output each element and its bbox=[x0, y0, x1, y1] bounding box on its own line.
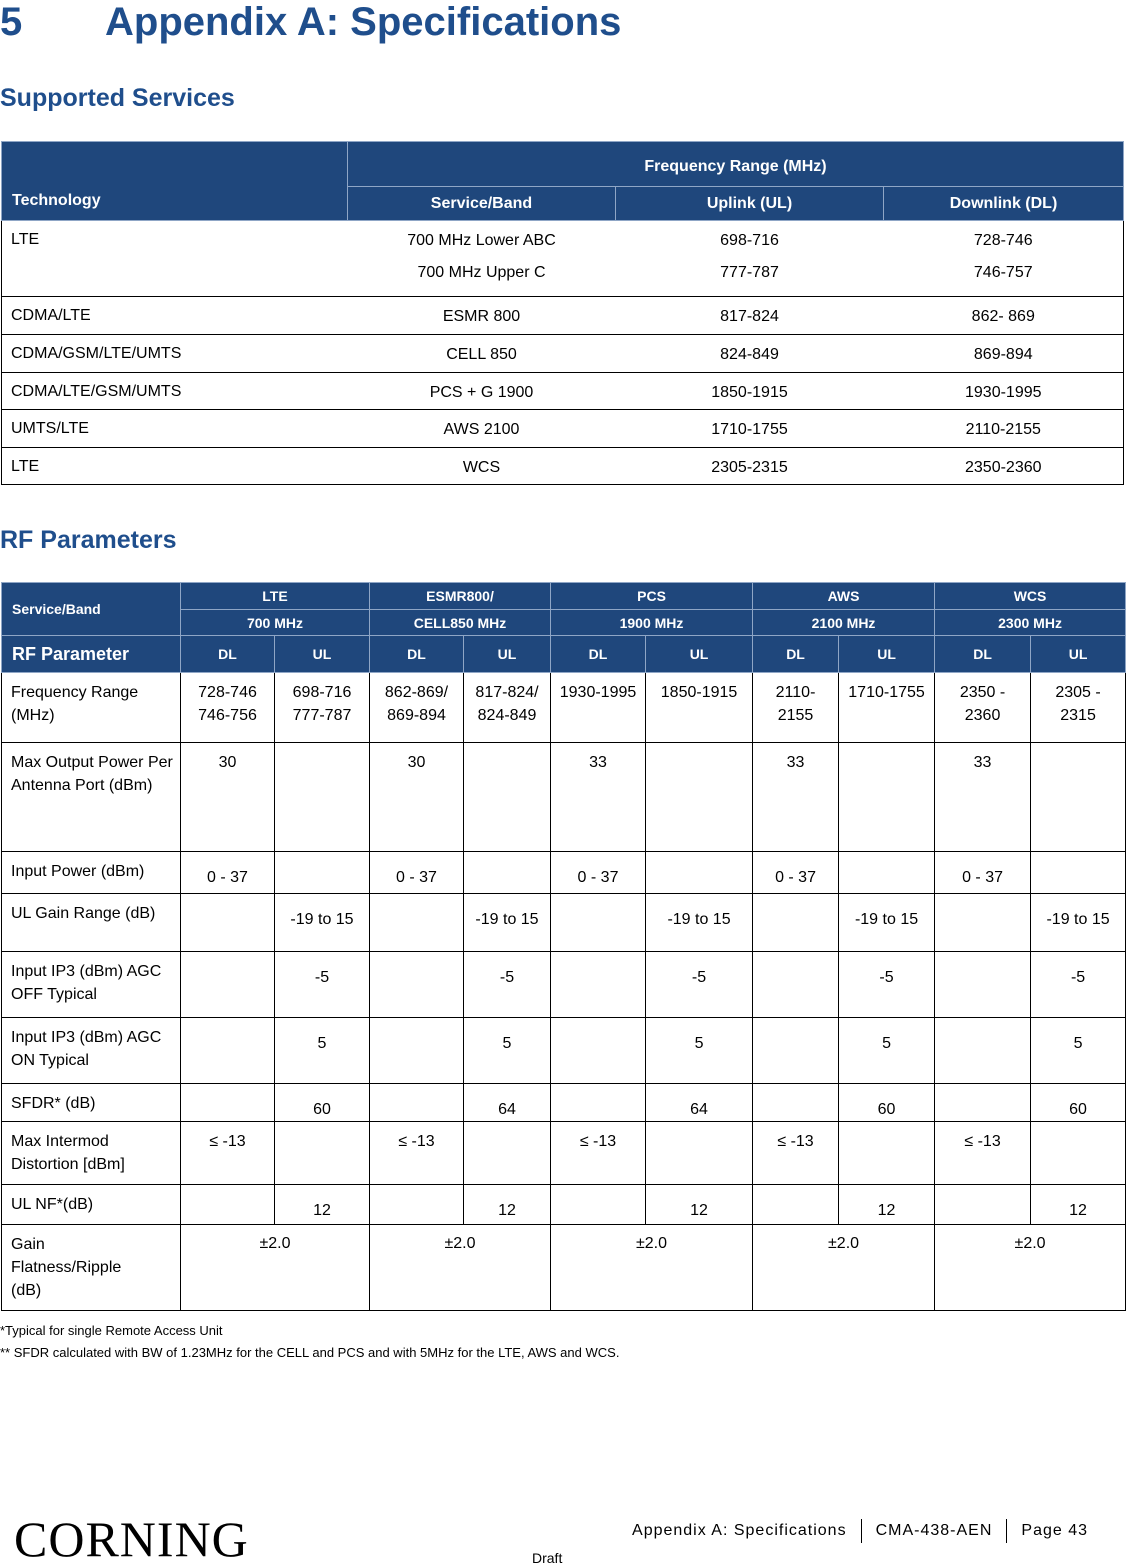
rf-value-cell bbox=[753, 1018, 839, 1084]
service-row bbox=[2, 373, 1124, 410]
rf-row-label: Gain Flatness/Ripple (dB) bbox=[2, 1225, 181, 1311]
service-ul-line: 698-716 bbox=[720, 232, 779, 249]
rf-value-cell: ≤ -13 bbox=[370, 1122, 464, 1185]
rf-value-cell bbox=[753, 1084, 839, 1122]
service-band-cell bbox=[348, 410, 616, 448]
rf-value-cell: -19 to 15 bbox=[275, 894, 370, 952]
service-band-cell bbox=[348, 335, 616, 373]
band-pcs-sub: 1900 MHz bbox=[551, 610, 753, 636]
rf-value-cell: 33 bbox=[753, 743, 839, 852]
rf-value-cell bbox=[935, 1185, 1031, 1225]
rf-value-cell: 5 bbox=[839, 1018, 935, 1084]
rf-value-cell: 12 bbox=[646, 1185, 753, 1225]
service-ul-line: 1850-1915 bbox=[711, 384, 788, 401]
service-band-cell bbox=[348, 373, 616, 410]
rf-value-cell bbox=[181, 952, 275, 1018]
rf-value-cell: 33 bbox=[935, 743, 1031, 852]
rf-value-cell bbox=[1031, 1122, 1126, 1185]
rf-value-cell bbox=[753, 894, 839, 952]
rf-value-cell bbox=[551, 1185, 646, 1225]
rf-value-cell bbox=[275, 743, 370, 852]
rf-value-cell: -5 bbox=[1031, 952, 1126, 1018]
service-ul-cell bbox=[616, 448, 884, 485]
rf-value-cell bbox=[181, 1084, 275, 1122]
rf-value-cell: 5 bbox=[275, 1018, 370, 1084]
service-tech-cell: LTE bbox=[2, 448, 348, 485]
rf-row-label: Max Intermod Distortion [dBm] bbox=[2, 1122, 181, 1185]
rf-value-cell: 0 - 37 bbox=[551, 852, 646, 894]
rf-value-cell: -19 to 15 bbox=[839, 894, 935, 952]
band-wcs-sub: 2300 MHz bbox=[935, 610, 1126, 636]
rf-value-cell bbox=[839, 1122, 935, 1185]
rf-parameters-body bbox=[2, 673, 1126, 1311]
band-lte-name: LTE bbox=[181, 583, 370, 610]
footer-page-number: Page 43 bbox=[1021, 1522, 1088, 1540]
rf-row bbox=[2, 1084, 1126, 1122]
header-uplink: Uplink (UL) bbox=[616, 187, 884, 221]
service-dl-line: 746-757 bbox=[973, 264, 1033, 281]
rf-value-cell: 0 - 37 bbox=[181, 852, 275, 894]
chapter-title: Appendix A: Specifications bbox=[105, 0, 622, 44]
rf-value-cell: 12 bbox=[1031, 1185, 1126, 1225]
rf-row bbox=[2, 673, 1126, 743]
rf-value-cell: 5 bbox=[646, 1018, 753, 1084]
footer-section: Appendix A: Specifications bbox=[632, 1522, 847, 1540]
service-ul-cell bbox=[616, 335, 884, 373]
rf-row bbox=[2, 1122, 1126, 1185]
rf-value-cell bbox=[1031, 852, 1126, 894]
rf-value-cell bbox=[181, 1185, 275, 1225]
rf-value-cell bbox=[551, 894, 646, 952]
rf-value-cell: 0 - 37 bbox=[753, 852, 839, 894]
service-band-line: 700 MHz Upper C bbox=[417, 264, 546, 281]
rf-value-cell bbox=[275, 1122, 370, 1185]
rf-value-cell bbox=[839, 852, 935, 894]
dl-header: DL bbox=[370, 636, 464, 673]
rf-value-cell: 862-869/ 869-894 bbox=[370, 673, 464, 743]
service-dl-line: 869-894 bbox=[973, 346, 1033, 363]
rf-value-cell bbox=[181, 1018, 275, 1084]
header-service-band: Service/Band bbox=[2, 583, 181, 636]
rf-value-cell: ≤ -13 bbox=[551, 1122, 646, 1185]
footnote-sfdr: ** SFDR calculated with BW of 1.23MHz for the CELL and PCS and with 5MHz for the LTE, AWS and WCS. bbox=[0, 1345, 620, 1360]
service-band-cell bbox=[348, 448, 616, 485]
rf-value-cell bbox=[464, 1122, 551, 1185]
rf-value-cell bbox=[370, 1018, 464, 1084]
service-dl-line: 2350-2360 bbox=[965, 459, 1042, 476]
service-ul-cell bbox=[616, 221, 884, 297]
rf-value-cell: -5 bbox=[646, 952, 753, 1018]
dl-header: DL bbox=[181, 636, 275, 673]
service-row bbox=[2, 410, 1124, 448]
rf-value-cell bbox=[275, 852, 370, 894]
band-esmr-sub: CELL850 MHz bbox=[370, 610, 551, 636]
service-ul-line: 777-787 bbox=[720, 264, 779, 281]
service-band-line: AWS 2100 bbox=[443, 421, 520, 438]
rf-row-label: UL NF*(dB) bbox=[2, 1185, 181, 1225]
service-ul-cell bbox=[616, 297, 884, 335]
rf-value-cell bbox=[753, 952, 839, 1018]
rf-value-cell: 60 bbox=[1031, 1084, 1126, 1122]
rf-value-cell: 64 bbox=[646, 1084, 753, 1122]
service-band-line: 700 MHz Lower ABC bbox=[407, 232, 556, 249]
service-band-line: WCS bbox=[462, 459, 501, 476]
rf-value-cell bbox=[935, 894, 1031, 952]
rf-value-cell: 0 - 37 bbox=[370, 852, 464, 894]
header-technology: Technology bbox=[2, 142, 348, 221]
header-service-band: Service/Band bbox=[348, 187, 616, 221]
service-tech-cell: UMTS/LTE bbox=[2, 410, 348, 448]
band-lte-sub: 700 MHz bbox=[181, 610, 370, 636]
rf-value-cell bbox=[839, 743, 935, 852]
service-row bbox=[2, 297, 1124, 335]
rf-value-cell bbox=[464, 852, 551, 894]
rf-row-label: SFDR* (dB) bbox=[2, 1084, 181, 1122]
service-band-cell bbox=[348, 221, 616, 297]
chapter-heading bbox=[0, 0, 1126, 46]
rf-gain-value-cell: ±2.0 bbox=[551, 1225, 753, 1311]
rf-value-cell: ≤ -13 bbox=[181, 1122, 275, 1185]
service-tech-cell: CDMA/LTE/GSM/UMTS bbox=[2, 373, 348, 410]
rf-value-cell: 817-824/ 824-849 bbox=[464, 673, 551, 743]
supported-services-body bbox=[2, 221, 1124, 485]
service-ul-line: 1710-1755 bbox=[711, 421, 788, 438]
service-ul-line: 817-824 bbox=[720, 308, 779, 325]
rf-gain-value-cell: ±2.0 bbox=[181, 1225, 370, 1311]
band-pcs-name: PCS bbox=[551, 583, 753, 610]
service-row bbox=[2, 221, 1124, 297]
dl-header: DL bbox=[551, 636, 646, 673]
footnote-typical: *Typical for single Remote Access Unit bbox=[0, 1323, 223, 1338]
rf-row bbox=[2, 1185, 1126, 1225]
dl-header: DL bbox=[935, 636, 1031, 673]
service-tech-cell: CDMA/GSM/LTE/UMTS bbox=[2, 335, 348, 373]
rf-value-cell bbox=[370, 894, 464, 952]
rf-value-cell bbox=[551, 1084, 646, 1122]
band-esmr-name: ESMR800/ bbox=[370, 583, 551, 610]
rf-value-cell: 2305 - 2315 bbox=[1031, 673, 1126, 743]
service-dl-line: 2110-2155 bbox=[965, 421, 1041, 438]
rf-parameters-heading: RF Parameters bbox=[0, 526, 177, 554]
service-dl-cell bbox=[884, 221, 1124, 297]
ul-header: UL bbox=[646, 636, 753, 673]
service-dl-line: 862- 869 bbox=[971, 308, 1035, 325]
rf-value-cell bbox=[646, 852, 753, 894]
rf-value-cell bbox=[935, 1084, 1031, 1122]
supported-services-table bbox=[1, 141, 1124, 485]
service-dl-cell bbox=[884, 448, 1124, 485]
ul-header: UL bbox=[464, 636, 551, 673]
rf-value-cell bbox=[646, 1122, 753, 1185]
rf-row-label: Input Power (dBm) bbox=[2, 852, 181, 894]
corning-logo: CORNING bbox=[14, 1511, 249, 1567]
rf-value-cell: 1850-1915 bbox=[646, 673, 753, 743]
rf-value-cell: 728-746 746-756 bbox=[181, 673, 275, 743]
rf-row-label: Input IP3 (dBm) AGC ON Typical bbox=[2, 1018, 181, 1084]
service-ul-line: 824-849 bbox=[720, 346, 779, 363]
rf-value-cell bbox=[753, 1185, 839, 1225]
band-wcs-name: WCS bbox=[935, 583, 1126, 610]
rf-row-label: Max Output Power Per Antenna Port (dBm) bbox=[2, 743, 181, 852]
rf-value-cell: ≤ -13 bbox=[753, 1122, 839, 1185]
rf-value-cell: -19 to 15 bbox=[1031, 894, 1126, 952]
service-dl-cell bbox=[884, 373, 1124, 410]
rf-value-cell: 2110- 2155 bbox=[753, 673, 839, 743]
rf-value-cell: 30 bbox=[370, 743, 464, 852]
rf-value-cell: 33 bbox=[551, 743, 646, 852]
rf-row bbox=[2, 852, 1126, 894]
rf-value-cell bbox=[370, 1084, 464, 1122]
rf-row-label: Frequency Range (MHz) bbox=[2, 673, 181, 743]
rf-value-cell bbox=[935, 1018, 1031, 1084]
service-ul-cell bbox=[616, 410, 884, 448]
rf-value-cell: -5 bbox=[464, 952, 551, 1018]
ul-header: UL bbox=[275, 636, 370, 673]
rf-value-cell bbox=[370, 952, 464, 1018]
rf-value-cell: -19 to 15 bbox=[464, 894, 551, 952]
rf-value-cell: -5 bbox=[839, 952, 935, 1018]
rf-value-cell: 5 bbox=[1031, 1018, 1126, 1084]
rf-value-cell bbox=[181, 894, 275, 952]
rf-row-gain-flatness bbox=[2, 1225, 1126, 1311]
service-band-cell bbox=[348, 297, 616, 335]
ul-header: UL bbox=[1031, 636, 1126, 673]
service-row bbox=[2, 448, 1124, 485]
rf-gain-value-cell: ±2.0 bbox=[753, 1225, 935, 1311]
rf-value-cell: 5 bbox=[464, 1018, 551, 1084]
rf-value-cell bbox=[464, 743, 551, 852]
draft-label: Draft bbox=[532, 1550, 563, 1566]
service-tech-cell: LTE bbox=[2, 221, 348, 297]
service-dl-line: 728-746 bbox=[973, 232, 1033, 249]
rf-value-cell bbox=[551, 1018, 646, 1084]
header-downlink: Downlink (DL) bbox=[884, 187, 1124, 221]
service-band-line: CELL 850 bbox=[446, 346, 517, 363]
rf-value-cell bbox=[1031, 743, 1126, 852]
service-ul-line: 2305-2315 bbox=[711, 459, 788, 476]
rf-value-cell: 12 bbox=[839, 1185, 935, 1225]
rf-value-cell: 2350 - 2360 bbox=[935, 673, 1031, 743]
service-band-line: ESMR 800 bbox=[442, 308, 521, 325]
rf-value-cell bbox=[551, 952, 646, 1018]
service-dl-line: 1930-1995 bbox=[965, 384, 1042, 401]
supported-services-heading: Supported Services bbox=[0, 84, 235, 112]
service-ul-cell bbox=[616, 373, 884, 410]
rf-row bbox=[2, 1018, 1126, 1084]
page-footer bbox=[618, 1519, 1102, 1543]
ul-header: UL bbox=[839, 636, 935, 673]
rf-gain-value-cell: ±2.0 bbox=[935, 1225, 1126, 1311]
header-rf-parameter: RF Parameter bbox=[2, 636, 181, 673]
chapter-number: 5 bbox=[0, 0, 23, 44]
band-aws-name: AWS bbox=[753, 583, 935, 610]
rf-value-cell: 60 bbox=[275, 1084, 370, 1122]
rf-value-cell: 30 bbox=[181, 743, 275, 852]
header-frequency-range: Frequency Range (MHz) bbox=[348, 142, 1124, 187]
rf-value-cell: 60 bbox=[839, 1084, 935, 1122]
rf-value-cell bbox=[370, 1185, 464, 1225]
rf-value-cell bbox=[935, 952, 1031, 1018]
service-dl-cell bbox=[884, 297, 1124, 335]
rf-row bbox=[2, 894, 1126, 952]
rf-value-cell bbox=[646, 743, 753, 852]
rf-parameters-table bbox=[1, 582, 1126, 1311]
service-dl-cell bbox=[884, 335, 1124, 373]
rf-value-cell: 0 - 37 bbox=[935, 852, 1031, 894]
rf-value-cell: -19 to 15 bbox=[646, 894, 753, 952]
band-aws-sub: 2100 MHz bbox=[753, 610, 935, 636]
rf-value-cell: -5 bbox=[275, 952, 370, 1018]
service-tech-cell: CDMA/LTE bbox=[2, 297, 348, 335]
rf-row bbox=[2, 952, 1126, 1018]
rf-gain-value-cell: ±2.0 bbox=[370, 1225, 551, 1311]
service-band-line: PCS + G 1900 bbox=[429, 384, 534, 401]
rf-row-label: UL Gain Range (dB) bbox=[2, 894, 181, 952]
service-row bbox=[2, 335, 1124, 373]
dl-header: DL bbox=[753, 636, 839, 673]
service-dl-cell bbox=[884, 410, 1124, 448]
rf-value-cell: 12 bbox=[275, 1185, 370, 1225]
rf-row bbox=[2, 743, 1126, 852]
rf-value-cell: 1710-1755 bbox=[839, 673, 935, 743]
rf-value-cell: 1930-1995 bbox=[551, 673, 646, 743]
footer-doc-id: CMA-438-AEN bbox=[875, 1522, 993, 1540]
rf-value-cell: 12 bbox=[464, 1185, 551, 1225]
rf-row-label: Input IP3 (dBm) AGC OFF Typical bbox=[2, 952, 181, 1018]
rf-value-cell: 64 bbox=[464, 1084, 551, 1122]
rf-value-cell: 698-716 777-787 bbox=[275, 673, 370, 743]
rf-value-cell: ≤ -13 bbox=[935, 1122, 1031, 1185]
